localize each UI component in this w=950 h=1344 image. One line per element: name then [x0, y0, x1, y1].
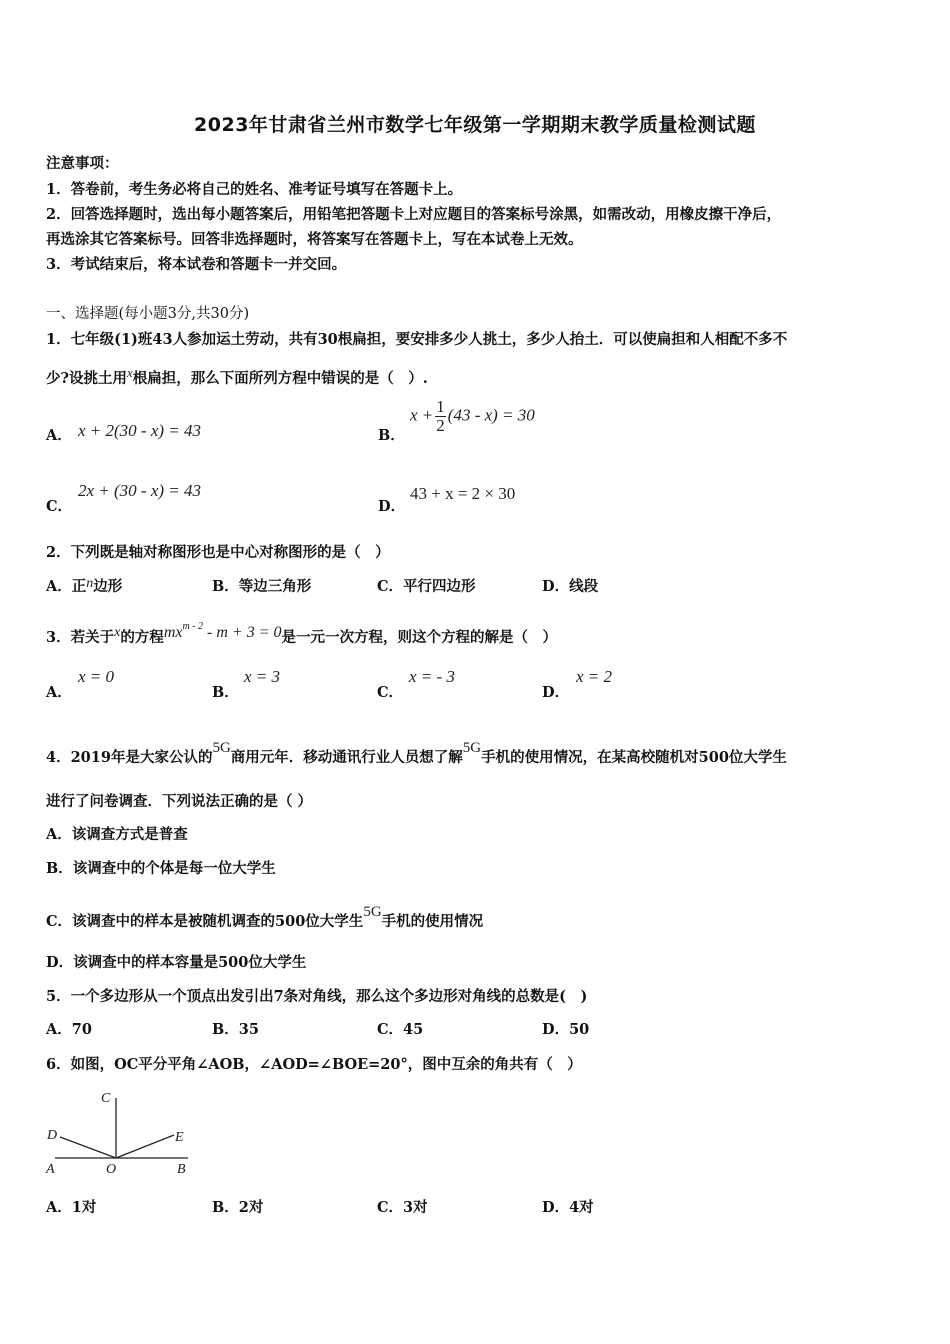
- q1-option-c-expr: 2x + (30 - x) = 43: [78, 481, 202, 500]
- q3-post: 是一元一次方程，则这个方程的解是（ ）: [281, 629, 558, 646]
- q4-5g-2: 5G: [462, 740, 482, 756]
- q5-option-b: B．35: [212, 1021, 259, 1038]
- label-b: B: [177, 1162, 186, 1177]
- q3-option-d-expr: x = 2: [576, 667, 613, 686]
- q4-stem-line1: [46, 740, 787, 767]
- q6-stem: 6．如图，OC平分平角∠AOB，∠AOD=∠BOE=20°，图中互余的角共有（ ）: [46, 1056, 582, 1073]
- q2-option-b: B．等边三角形: [212, 578, 312, 595]
- q3-mid: 的方程: [120, 629, 164, 646]
- q1-stem-line2: [46, 365, 428, 388]
- q1-option-b-label: B．: [378, 427, 405, 444]
- label-a: A: [46, 1162, 55, 1177]
- section-heading: 一、选择题(每小题3分,共30分): [46, 306, 250, 322]
- q3-option-d-label: D．: [542, 684, 570, 701]
- q2-option-d: D．线段: [542, 578, 599, 595]
- label-o: O: [106, 1162, 117, 1177]
- q3-option-a-label: A．: [46, 684, 72, 701]
- q6-option-d: D．4对: [542, 1199, 594, 1216]
- label-c: C: [101, 1091, 111, 1106]
- q5-option-c: C．45: [377, 1021, 424, 1038]
- q1-b-den: 2: [436, 416, 445, 435]
- q6-option-a: A．1对: [46, 1199, 97, 1216]
- notice-item-2a: 2．回答选择题时，选出每小题答案后，用铅笔把答题卡上对应题目的答案标号涂黑，如需改动，用橡皮擦干净后，: [46, 206, 782, 223]
- q1-stem-line1: 1．七年级(1)班43人参加运土劳动，共有30根扁担，要安排多少人挑土，多少人抬土．可以使扁担和人相配不多不: [46, 331, 788, 348]
- label-d: D: [47, 1128, 58, 1143]
- q1-option-a-expr: x + 2(30 - x) = 43: [78, 421, 202, 440]
- ray-od: [60, 1137, 116, 1158]
- q4-option-b: B．该调查中的个体是每一位大学生: [46, 860, 276, 877]
- q1-b-post: (43 - x) = 30: [447, 405, 535, 425]
- q4-option-c: [46, 904, 483, 931]
- q2-stem: 2．下列既是轴对称图形也是中心对称图形的是（ ）: [46, 544, 390, 561]
- q2-a-var: n: [86, 576, 94, 591]
- q6-option-b: B．2对: [212, 1199, 264, 1216]
- q3-option-a-expr: x = 0: [78, 667, 115, 686]
- q3-option-c-label: C．: [377, 684, 404, 701]
- q4-option-a: A．该调查方式是普查: [46, 826, 188, 843]
- q1-option-d-expr: 43 + x = 2 × 30: [410, 484, 516, 503]
- q3-option-c-expr: x = - 3: [409, 667, 455, 686]
- q5-stem: 5．一个多边形从一个顶点出发引出7条对角线，那么这个多边形对角线的总数是( ): [46, 988, 588, 1005]
- ray-oe: [116, 1135, 174, 1158]
- notice-item-3: 3．考试结束后，将本试卷和答题卡一并交回。: [46, 256, 347, 273]
- q3-option-b-label: B．: [212, 684, 239, 701]
- q1-b-num: 1: [436, 397, 445, 416]
- q4-stem-line2: 进行了问卷调查．下列说法正确的是（ ）: [46, 793, 313, 810]
- q6-angle-figure: [40, 1085, 200, 1180]
- q2-option-a: [46, 575, 122, 596]
- q3-eq-base: mx: [163, 624, 183, 641]
- q5-option-d: D．50: [542, 1021, 590, 1038]
- q3-stem: [46, 621, 557, 647]
- q1-text-a: 少?设挑土用: [46, 370, 127, 387]
- q5-option-a: A．70: [46, 1021, 92, 1038]
- q3-eq-rest: - m + 3 = 0: [203, 624, 282, 641]
- q2-a-pre: A．正: [46, 578, 87, 595]
- q1-option-d-label: D．: [378, 498, 406, 515]
- label-e: E: [175, 1130, 184, 1145]
- notice-item-2b: 再选涂其它答案标号。回答非选择题时，将答案写在答题卡上，写在本试卷上无效。: [46, 231, 583, 248]
- q4-mid: 商用元年．移动通讯行业人员想了解: [230, 749, 463, 766]
- q1-text-b: 根扁担，那么下面所列方程中错误的是（ ）.: [132, 370, 428, 387]
- q4-c-pre: C．该调查中的样本是被随机调查的500位大学生: [46, 913, 364, 930]
- q2-a-post: 边形: [93, 578, 123, 595]
- q1-option-a-label: A．: [46, 427, 72, 444]
- q2-option-c: C．平行四边形: [377, 578, 476, 595]
- q4-post: 手机的使用情况，在某高校随机对500位大学生: [481, 749, 787, 766]
- notice-heading: 注意事项：: [46, 155, 119, 172]
- q4-c-5g: 5G: [363, 904, 382, 920]
- notice-item-1: 1．答卷前，考生务必将自己的姓名、准考证号填写在答题卡上。: [46, 181, 463, 198]
- q4-pre: 4．2019年是大家公认的: [46, 749, 213, 766]
- q4-c-post: 手机的使用情况: [381, 913, 484, 930]
- q1-option-c-label: C．: [46, 498, 73, 515]
- page-title: 2023年甘肃省兰州市数学七年级第一学期期末教学质量检测试题: [194, 114, 756, 136]
- q1-var: x: [127, 365, 133, 380]
- q4-5g-1: 5G: [212, 740, 231, 756]
- q1-option-b-expr: [410, 398, 535, 435]
- q1-b-pre: x +: [410, 405, 434, 425]
- q4-option-d: D．该调查中的样本容量是500位大学生: [46, 954, 307, 971]
- q3-option-b-expr: x = 3: [244, 667, 281, 686]
- q6-option-c: C．3对: [377, 1199, 428, 1216]
- q3-pre: 3．若关于: [46, 629, 115, 646]
- q3-eq-sup: m - 2: [182, 621, 204, 632]
- q3-var: x: [114, 625, 121, 640]
